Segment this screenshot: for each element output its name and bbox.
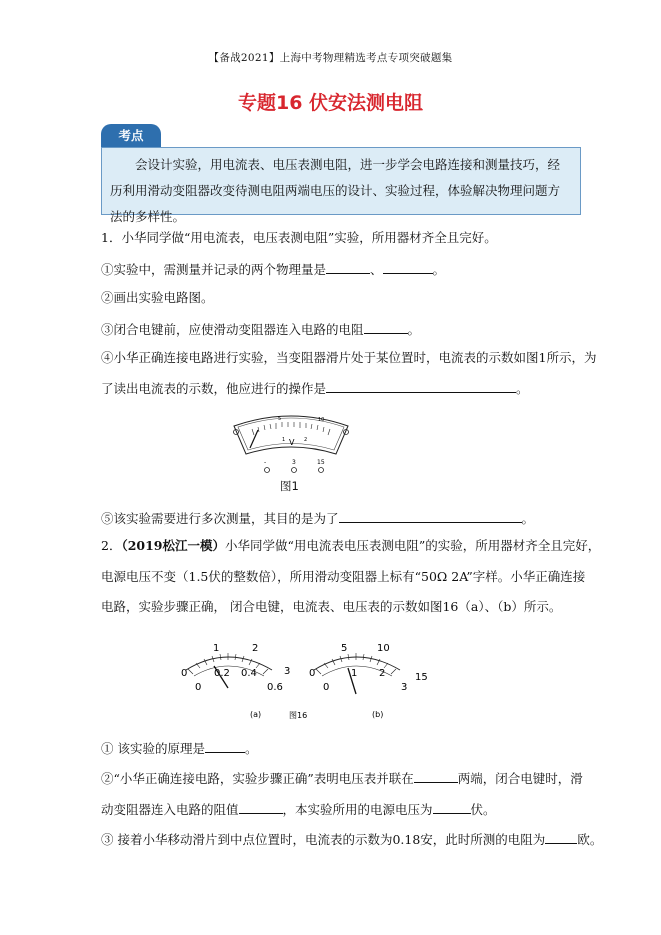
blank: [239, 799, 283, 814]
meter-top-number: 10: [318, 417, 325, 423]
q1-sub3: [101, 319, 420, 339]
figure1-caption: 图1: [280, 479, 299, 493]
blank: [339, 508, 522, 523]
meter-terminal: 15: [317, 459, 325, 466]
q2-line1: [101, 537, 600, 555]
meter-letter: V: [289, 438, 295, 447]
kaodian-text: 会设计实验，用电流表、电压表测电阻，进一步学会电路连接和测量技巧，经历利用滑动变阻器改变待测电阻两端电压的设计、实验过程，体验解决物理问题方法的多样性。: [110, 157, 561, 224]
blank: [414, 768, 458, 783]
q2-sub1-end: 。: [244, 741, 258, 756]
q2-sub2-line1: [101, 768, 583, 788]
voltmeter-inner-tick: 0: [323, 682, 330, 693]
voltmeter-inner-tick: 3: [401, 682, 408, 693]
kaodian-tab: 考点: [101, 124, 161, 148]
meter-inner-number: 1: [282, 437, 286, 443]
figure16-caption: 图16: [289, 711, 308, 720]
q2-sub2-end: 伏。: [470, 802, 496, 817]
q1-sub1: [101, 259, 445, 279]
q1-sub2: ②画出实验电路图。: [101, 290, 214, 305]
figure1-meter: [228, 408, 354, 476]
q2-sub3: [101, 829, 602, 849]
voltmeter-outer-tick: 10: [377, 643, 390, 654]
figure16-label-a: (a): [250, 710, 262, 719]
q2-line1-text: 小华同学做“用电流表电压表测电阻”的实验，所用器材齐全且完好，: [225, 538, 601, 553]
blank: [326, 259, 370, 274]
q1-sub4-line2: [101, 378, 529, 398]
q2-sub1-text: ① 该实验的原理是: [101, 741, 205, 756]
page-header: 【备战2021】上海中考物理精选考点专项突破题集: [208, 52, 453, 64]
q1-sub5-end: 。: [521, 511, 535, 526]
ammeter-inner-tick: 0: [195, 682, 202, 693]
q1-sub5-text: ⑤该实验需要进行多次测量，其目的是为了: [101, 511, 339, 526]
q1-sub4-line1: ④小华正确连接电路进行实验，当变阻器滑片处于某位置时，电流表的示数如图1所示，为: [101, 350, 597, 365]
q2-sub3-text: ③ 接着小华移动滑片到中点位置时，电流表的示数为0.18安，此时所测的电阻为: [101, 832, 546, 847]
blank: [433, 799, 471, 814]
q1-stem: 1．小华同学做“用电流表，电压表测电阻”实验，所用器材齐全且完好。: [101, 230, 497, 245]
q2-sub2-line2: [101, 799, 496, 819]
voltmeter-outer-tick: 5: [341, 643, 348, 654]
q1-sub1-text: ①实验中，需测量并记录的两个物理量是: [101, 262, 327, 277]
blank: [326, 378, 516, 393]
voltmeter-outer-tick: 0: [309, 668, 316, 679]
figure16: [176, 632, 436, 724]
meter-top-number: 5: [278, 416, 282, 422]
q2-sub3-end: 欧。: [577, 832, 603, 847]
ammeter-outer-tick: 1: [213, 643, 220, 654]
meter-inner-number: 2: [304, 437, 308, 443]
figure16-label-b: (b): [372, 710, 384, 719]
page-title: 专题16 伏安法测电阻: [237, 92, 424, 114]
q2-sub2-text4: ，本实验所用的电源电压为: [282, 802, 433, 817]
meter-terminal: -: [264, 459, 267, 466]
q1-sub4-text: 了读出电流表的示数，他应进行的操作是: [101, 381, 327, 396]
ammeter-inner-tick: 0.2: [214, 668, 230, 679]
q2-line3: 电路，实验步骤正确， 闭合电键，电流表、电压表的示数如图16（a）、（b）所示。: [101, 599, 562, 614]
voltmeter-outer-tick: 15: [415, 672, 428, 683]
q1-sub3-text: ③闭合电键前，应使滑动变阻器连入电路的电阻: [101, 322, 364, 337]
figure16-voltmeter: [309, 643, 428, 694]
q2-number: 2．: [101, 538, 122, 553]
blank: [545, 829, 577, 844]
ammeter-outer-tick: 2: [252, 643, 259, 654]
ammeter-inner-tick: 0.4: [241, 668, 257, 679]
blank: [383, 259, 433, 274]
q2-sub2-text2: 两端，闭合电键时，滑: [457, 771, 583, 786]
q2-sub2-text3: 动变阻器连入电路的阻值: [101, 802, 239, 817]
q2-sub1: [101, 738, 258, 758]
figure16-ammeter: [181, 643, 290, 693]
blank: [205, 738, 245, 753]
q2-sub2-text: ②“小华正确连接电路，实验步骤正确”表明电压表并联在: [101, 771, 414, 786]
q1-sub5: [101, 508, 534, 528]
voltmeter-inner-tick: 2: [379, 668, 386, 679]
q2-source: （2019松江一模）: [121, 538, 225, 553]
q1-sub1-sep: 、: [370, 262, 383, 277]
meter-terminal: 3: [292, 459, 296, 466]
q2-line2: 电源电压不变（1.5伏的整数倍），所用滑动变阻器上标有“50Ω 2A”字样。小华正确连接: [101, 569, 586, 584]
q1-sub4-end: 。: [516, 381, 529, 396]
blank: [364, 319, 408, 334]
q1-sub1-end: 。: [432, 262, 446, 277]
ammeter-inner-tick: 0.6: [267, 682, 283, 693]
q1-sub3-end: 。: [407, 322, 421, 337]
voltmeter-inner-tick: 1: [351, 668, 358, 679]
ammeter-outer-tick: 3: [284, 666, 291, 677]
ammeter-outer-tick: 0: [181, 668, 188, 679]
